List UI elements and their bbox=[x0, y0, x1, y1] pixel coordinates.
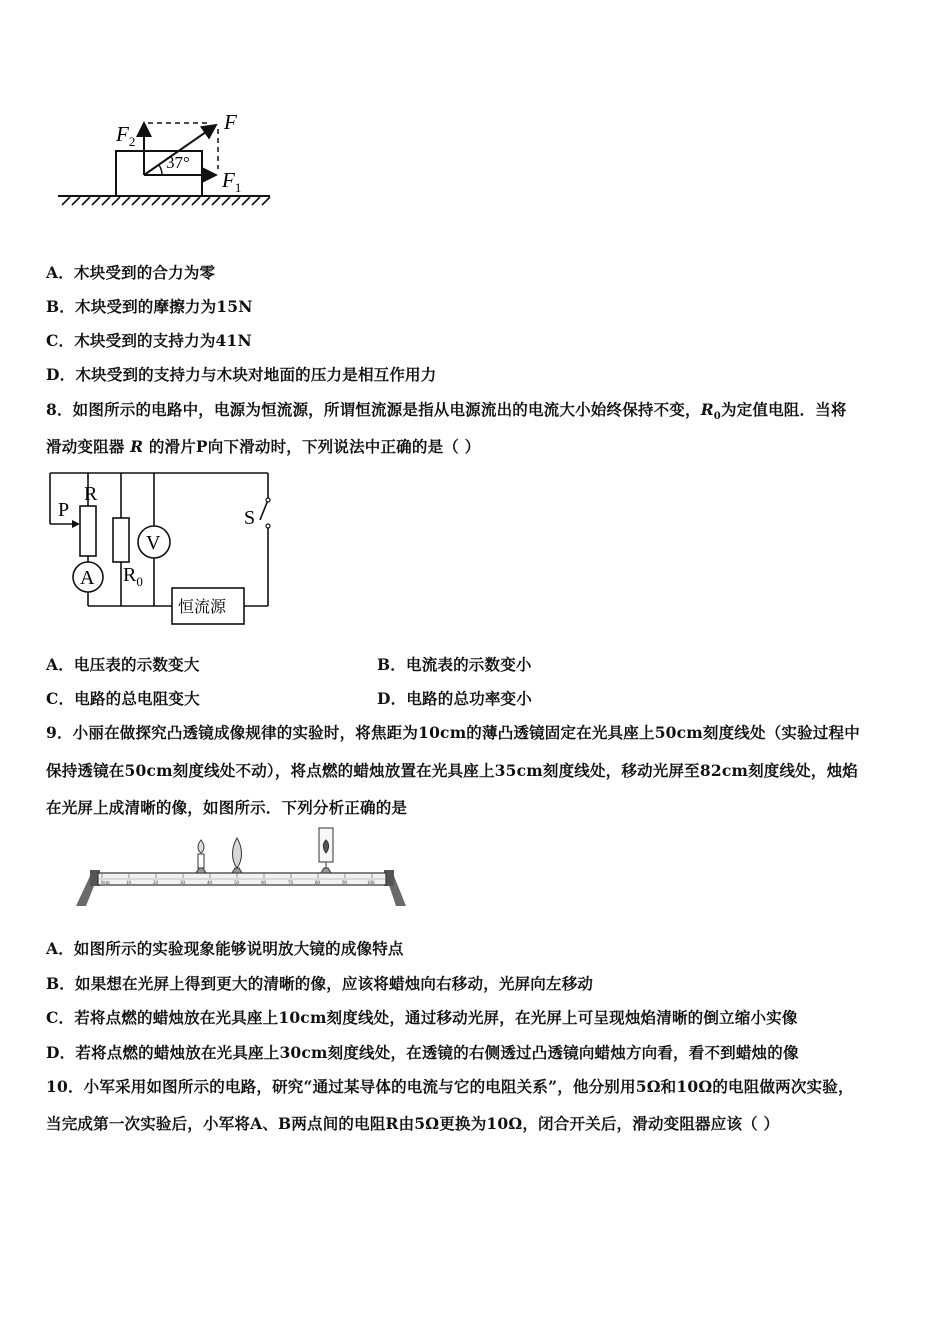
ground-hatching bbox=[62, 197, 270, 205]
slider-arrow bbox=[72, 520, 80, 528]
tick-label-50: 50 bbox=[234, 881, 239, 886]
q9-option-c: C．若将点燃的蜡烛放在光具座上10cm刻度线处，通过移动光屏，在光屏上可呈现烛焰清晰的倒立缩小实像 bbox=[46, 1008, 798, 1027]
q8-option-c: C．电路的总电阻变大 bbox=[46, 689, 200, 708]
tick-label-70: 70 bbox=[288, 881, 293, 886]
switch-contact-bottom bbox=[266, 524, 270, 528]
source-label: 恒流源 bbox=[178, 599, 227, 616]
label-s: S bbox=[244, 507, 256, 529]
light-screen bbox=[319, 828, 333, 873]
label-f: F bbox=[224, 110, 237, 134]
tick-label-100: 100 bbox=[367, 881, 375, 886]
tick-label-40: 40 bbox=[207, 881, 212, 886]
q8-option-a: A．电压表的示数变大 bbox=[46, 655, 200, 674]
q9-option-d: D．若将点燃的蜡烛放在光具座上30cm刻度线处，在透镜的右侧透过凸透镜向蜡烛方向看，看不到蜡烛的像 bbox=[46, 1043, 799, 1062]
q7-option-b: B．木块受到的摩擦力为15N bbox=[46, 297, 253, 316]
tick-label-90: 90 bbox=[342, 881, 347, 886]
q8-stem-line2: 滑动变阻器 R 的滑片P向下滑动时，下列说法中正确的是（ ） bbox=[46, 437, 481, 456]
q7-option-d: D．木块受到的支持力与木块对地面的压力是相互作用力 bbox=[46, 365, 437, 384]
ammeter-label: A bbox=[80, 567, 95, 589]
angle-label: 37° bbox=[166, 153, 190, 172]
q10-stem-line2: 当完成第一次实验后，小军将A、B两点间的电阻R由5Ω更换为10Ω，闭合开关后，滑动变阻器应该（ ） bbox=[46, 1114, 780, 1133]
q7-option-c: C．木块受到的支持力为41N bbox=[46, 331, 252, 350]
force-diagram bbox=[50, 105, 280, 215]
tick-label-20: 20 bbox=[153, 881, 158, 886]
q8-option-d: D．电路的总功率变小 bbox=[377, 689, 532, 708]
voltmeter-label: V bbox=[146, 532, 161, 554]
tick-label-30: 30 bbox=[180, 881, 185, 886]
tick-label-60: 60 bbox=[261, 881, 266, 886]
circuit-diagram bbox=[42, 470, 277, 630]
label-f2: $F_2$ bbox=[116, 122, 136, 149]
optical-bench bbox=[72, 826, 412, 910]
q8-stem-line1: 8．如图所示的电路中，电源为恒流源，所谓恒流源是指从电源流出的电流大小始终保持不变，$R_0$为定值电阻．当将 bbox=[46, 400, 847, 423]
q9-stem-line1: 9．小丽在做探究凸透镜成像规律的实验时，将焦距为10cm的薄凸透镜固定在光具座上50cm刻度线处（实验过程中 bbox=[46, 723, 860, 742]
q9-stem-line2: 保持透镜在50cm刻度线处不动），将点燃的蜡烛放置在光具座上35cm刻度线处，移动光屏至82cm刻度线处，烛焰 bbox=[46, 761, 858, 780]
q7-option-a: A．木块受到的合力为零 bbox=[46, 263, 216, 282]
tick-label-10: 10 bbox=[126, 881, 131, 886]
label-r0: $R_0$ bbox=[123, 564, 143, 589]
q9-option-b: B．如果想在光屏上得到更大的清晰的像，应该将蜡烛向右移动，光屏向左移动 bbox=[46, 974, 594, 993]
q9-stem-line3: 在光屏上成清晰的像，如图所示．下列分析正确的是 bbox=[46, 798, 408, 817]
q9-option-a: A．如图所示的实验现象能够说明放大镜的成像特点 bbox=[46, 939, 404, 958]
label-p: P bbox=[58, 499, 70, 521]
candle bbox=[196, 840, 206, 873]
angle-arc bbox=[159, 165, 162, 175]
tick-label-0: 0cm bbox=[101, 881, 110, 886]
switch-contact-top bbox=[266, 498, 270, 502]
tick-label-80: 80 bbox=[315, 881, 320, 886]
convex-lens bbox=[232, 838, 242, 873]
label-f1: $F_1$ bbox=[222, 168, 242, 195]
q8-option-b: B．电流表的示数变小 bbox=[377, 655, 532, 674]
label-r: R bbox=[84, 483, 98, 505]
q10-stem-line1: 10．小军采用如图所示的电路，研究“通过某导体的电流与它的电阻关系”，他分别用5Ω和10Ω的电阻做两次实验， bbox=[46, 1077, 854, 1096]
